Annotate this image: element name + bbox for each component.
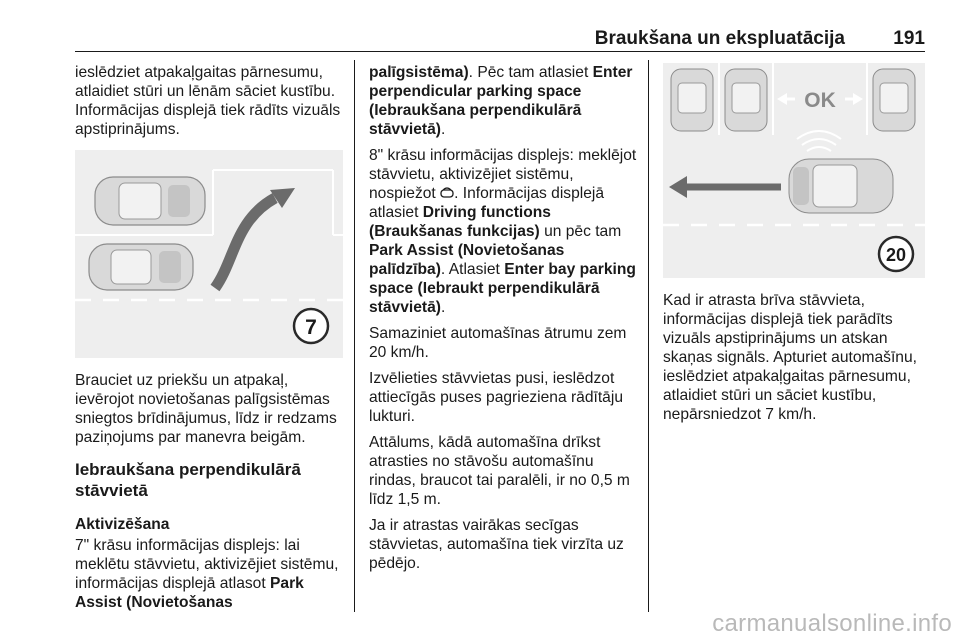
col2-paragraph-6: Ja ir atrastas vairākas secīgas stāvvietas, automašīna tiek virzīta uz pēdējo. — [369, 517, 624, 572]
page-number: 191 — [893, 28, 925, 49]
col2-paragraph-5: Attālums, kādā automašīna drīkst atrasties no stāvošu automašīnu rindas, braucot tai paralēli, ir no 0,5 m līdz 1,5 m. — [369, 434, 630, 508]
col2-paragraph-3: Samaziniet automašīnas ātrumu zem 20 km/h. — [369, 325, 627, 361]
ok-sign — [777, 87, 863, 112]
col2-paragraph-4: Izvēlieties stāvvietas pusi, ieslēdzot attiecīgās puses pagrieziena rādītāju lukturi. — [369, 370, 623, 425]
section-heading: Iebraukšana perpendikulārā stāvvietā — [75, 460, 301, 500]
col1-paragraph-2: Brauciet uz priekšu un atpakaļ, ievērojot novietošanas palīgsistēmas sniegtos brīdinājumus, līdz ir redzams paziņojums par manevra beigām. — [75, 372, 337, 446]
column-2 — [369, 63, 637, 580]
moving-car — [789, 159, 893, 213]
parked-car — [95, 177, 205, 225]
space-found-illustration — [663, 63, 925, 278]
figure-number-20: 20 — [885, 245, 907, 265]
parking-assist-icon — [440, 187, 454, 199]
header-rule — [75, 51, 925, 52]
figure-perpendicular-parking — [75, 150, 343, 358]
moving-car — [89, 244, 193, 290]
col2-paragraph-2: 8" krāsu informācijas displejs: meklējot stāvvietu, aktivizējiet sistēmu, nospiežot . Informācijas displejā atlasiet Driving functions (Braukšanas funkcijas) un pēc tam Park Assist (Novietošanas palīdzība). Atlasiet Enter bay parking space (Iebraukt perpendikulārā stāvvietā). — [369, 147, 637, 316]
page-header — [75, 28, 925, 50]
column-divider-2 — [648, 60, 649, 612]
ok-label: OK — [804, 89, 836, 112]
col1-paragraph-1: ieslēdziet atpakaļgaitas pārnesumu, atlaidiet stūri un lēnām sāciet kustību. Informācijas displejā tiek rādīts vizuāls apstiprinājums. — [75, 64, 341, 138]
col1-paragraph-3: 7" krāsu informācijas displejs: lai meklētu stāvvietu, aktivizējiet sistēmu, informācijas displejā atlasot Park Assist (Novietošanas — [75, 537, 339, 611]
column-3 — [663, 291, 928, 431]
figure-space-found — [663, 63, 925, 278]
col2-paragraph-1: palīgsistēma). Pēc tam atlasiet Enter perpendicular parking space (Iebraukšana perpendikulārā stāvvietā). — [369, 64, 633, 138]
subsection-heading: Aktivizēšana — [75, 516, 170, 533]
watermark: carmanualsonline.info — [712, 610, 952, 637]
column-1-lower — [75, 371, 343, 619]
figure-number-7: 7 — [305, 316, 317, 339]
column-1 — [75, 63, 343, 146]
col3-paragraph-1: Kad ir atrasta brīva stāvvieta, informācijas displejā tiek parādīts vizuāls apstiprinājums un atskan skaņas signāls. Apturiet automašīnu, ieslēdziet atpakaļgaitas pārnesumu, atlaidiet stūri un sāciet kustību, nepārsniedzot 7 km/h. — [663, 292, 917, 423]
column-divider-1 — [354, 60, 355, 612]
perpendicular-parking-illustration — [75, 150, 343, 358]
page-title: Braukšana un ekspluatācija — [594, 28, 845, 49]
